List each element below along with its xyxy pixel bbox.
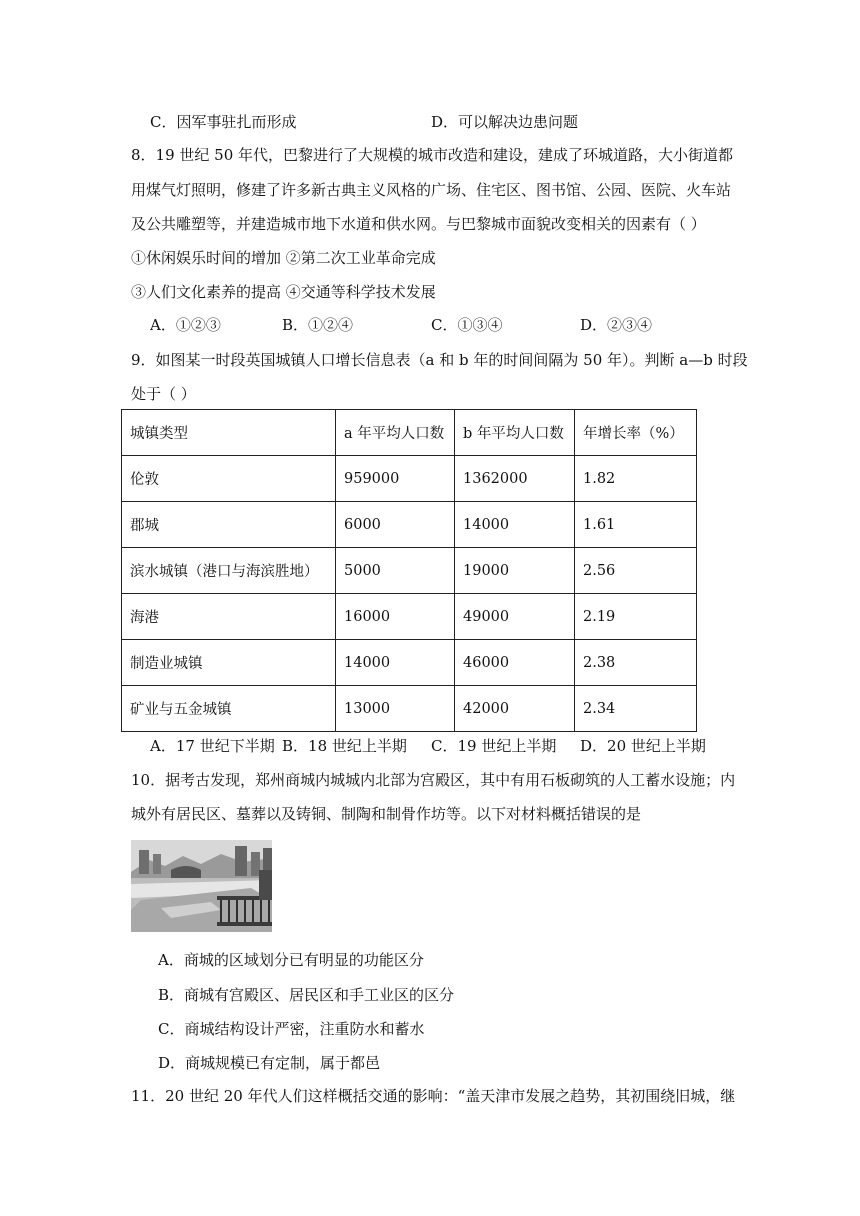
table-cell: 制造业城镇 <box>122 640 336 686</box>
table-cell: 42000 <box>455 686 575 732</box>
q11-stem-line-1: 11．20 世纪 20 年代人们这样概括交通的影响：“盖天津市发展之趋势，其初围绕旧城，继 <box>131 1087 736 1105</box>
q8-option-d: D．②③④ <box>580 316 653 334</box>
table-cell: 1362000 <box>455 456 575 502</box>
q8-item-line-1: ①休闲娱乐时间的增加 ②第二次工业革命完成 <box>131 249 436 267</box>
q8-option-c: C．①③④ <box>431 316 503 334</box>
q9-option-a: A．17 世纪下半期 <box>150 737 275 755</box>
table-row <box>122 548 697 594</box>
table-cell: 2.34 <box>575 686 697 732</box>
table-cell: 2.56 <box>575 548 697 594</box>
table-header-cell: 城镇类型 <box>122 410 336 456</box>
q9-stem-line-1: 9．如图某一时段英国城镇人口增长信息表（a 和 b 年的时间间隔为 50 年）。判断 a—b 时段 <box>131 351 748 369</box>
q10-stem-line-2: 城外有居民区、墓葬以及铸铜、制陶和制骨作坊等。以下对材料概括错误的是 <box>131 805 642 823</box>
table-cell: 1.61 <box>575 502 697 548</box>
table-row <box>122 640 697 686</box>
table-cell: 2.38 <box>575 640 697 686</box>
table-cell: 14000 <box>455 502 575 548</box>
table-header-row <box>122 410 697 456</box>
q8-item-line-2: ③人们文化素养的提高 ④交通等科学技术发展 <box>131 283 436 301</box>
q8-option-a: A．①②③ <box>150 316 221 334</box>
table-row <box>122 502 697 548</box>
q9-option-c: C．19 世纪上半期 <box>431 737 557 755</box>
table-cell: 14000 <box>336 640 455 686</box>
table-header-cell: a 年平均人口数 <box>336 410 455 456</box>
table-cell: 16000 <box>336 594 455 640</box>
table-cell: 19000 <box>455 548 575 594</box>
q8-stem-line-3: 及公共雕塑等，并建造城市地下水道和供水网。与巴黎城市面貌改变相关的因素有（ ） <box>131 215 706 233</box>
q8-stem-line-1: 8．19 世纪 50 年代，巴黎进行了大规模的城市改造和建设，建成了环城道路，大小街道都 <box>131 146 734 164</box>
table-cell: 6000 <box>336 502 455 548</box>
q7-option-d: D．可以解决边患问题 <box>431 113 579 131</box>
q10-stem-line-1: 10．据考古发现，郑州商城内城城内北部为宫殿区，其中有用石板砌筑的人工蓄水设施；内 <box>131 771 736 789</box>
q10-option-c: C．商城结构设计严密，注重防水和蓄水 <box>158 1020 425 1038</box>
q10-option-a: A．商城的区域划分已有明显的功能区分 <box>158 951 424 969</box>
q9-stem-line-2: 处于（ ） <box>131 385 196 403</box>
table-cell: 矿业与五金城镇 <box>122 686 336 732</box>
q10-option-b: B．商城有宫殿区、居民区和手工业区的区分 <box>158 986 455 1004</box>
table-cell: 郡城 <box>122 502 336 548</box>
q10-option-d: D．商城规模已有定制，属于都邑 <box>158 1054 381 1072</box>
q7-option-c: C．因军事驻扎而形成 <box>150 113 297 131</box>
population-growth-table <box>121 409 697 732</box>
q8-stem-line-2: 用煤气灯照明，修建了许多新古典主义风格的广场、住宅区、图书馆、公园、医院、火车站 <box>131 181 732 199</box>
q9-option-d: D．20 世纪上半期 <box>580 737 706 755</box>
table-row <box>122 594 697 640</box>
table-cell: 1.82 <box>575 456 697 502</box>
table-header-cell: 年增长率（%） <box>575 410 697 456</box>
q8-option-b: B．①②④ <box>282 316 354 334</box>
table-cell: 5000 <box>336 548 455 594</box>
table-cell: 959000 <box>336 456 455 502</box>
table-cell: 49000 <box>455 594 575 640</box>
table-row <box>122 686 697 732</box>
table-row <box>122 456 697 502</box>
table-cell: 46000 <box>455 640 575 686</box>
table-cell: 伦敦 <box>122 456 336 502</box>
table-header-cell: b 年平均人口数 <box>455 410 575 456</box>
archaeological-site-photo <box>131 840 272 932</box>
table-cell: 13000 <box>336 686 455 732</box>
table-cell: 2.19 <box>575 594 697 640</box>
table-cell: 滨水城镇（港口与海滨胜地） <box>122 548 336 594</box>
table-cell: 海港 <box>122 594 336 640</box>
q9-option-b: B．18 世纪上半期 <box>282 737 407 755</box>
